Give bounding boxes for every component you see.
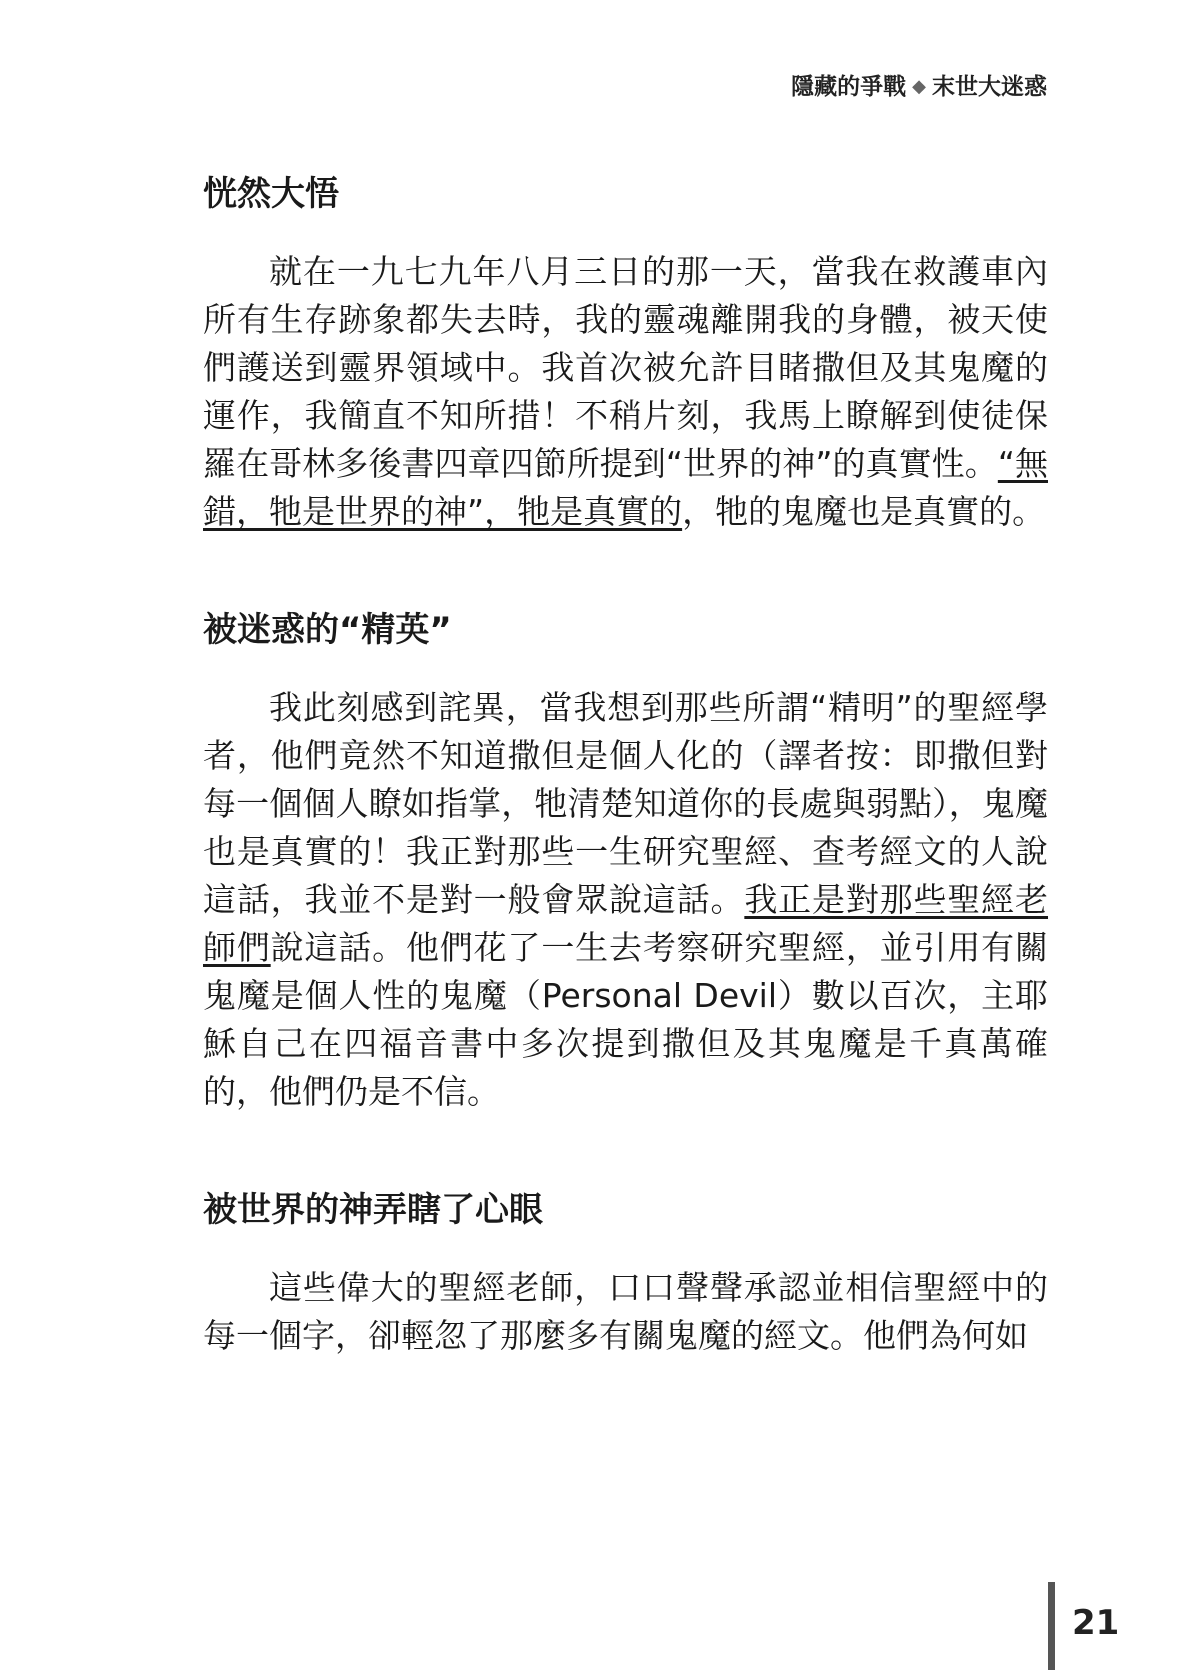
paragraph-text: 就在一九七九年八月三日的那一天，當我在救護車內所有生存跡象都失去時，我的靈魂離開我的身體，被天使們護送到靈界領域中。我首次被允許目睹撒但及其鬼魔的運作，我簡直不知所措！不稍片刻，我馬上瞭解到使徒保羅在哥林多後書四章四節所提到“世界的神”的真實性。 [203,252,1048,483]
underlined-text: “無錯，牠是世界的神”，牠是真實的 [203,444,1048,531]
diamond-separator-icon: ◆ [912,76,926,97]
paragraph-text: ，牠的鬼魔也是真實的。 [682,492,1046,531]
section-heading-1: 恍然大悟 [203,174,339,214]
section-paragraph-1 [203,248,1048,536]
section-paragraph-2 [203,684,1048,1116]
section-heading-3: 被世界的神弄瞎了心眼 [203,1190,543,1230]
page-number-rule [1048,1582,1055,1670]
paragraph-text: 這些偉大的聖經老師，口口聲聲承認並相信聖經中的每一個字，卻輕忽了那麼多有關鬼魔的經文。他們為何如 [203,1268,1048,1355]
section-paragraph-3 [203,1264,1048,1360]
underlined-text: 我正是對那些聖經老師們 [203,880,1049,967]
paragraph-text: 說這話。他們花了一生去考察研究聖經，並引用有關鬼魔是個人性的鬼魔（Personal Devil）數以百次，主耶穌自己在四福音書中多次提到撒但及其鬼魔是千真萬確的，他們仍是不信。 [203,928,1049,1111]
running-header [791,68,1047,101]
chapter-title: 末世大迷惑 [932,74,1047,100]
section-heading-2: 被迷惑的“精英” [203,610,452,650]
page-body [203,170,1048,1360]
page-number: 21 [1072,1603,1120,1643]
book-title: 隱藏的爭戰 [791,74,907,100]
paragraph-text: 我此刻感到詫異，當我想到那些所謂“精明”的聖經學者，他們竟然不知道撒但是個人化的（譯者按：即撒但對每一個個人瞭如指掌，牠清楚知道你的長處與弱點），鬼魔也是真實的！我正對那些一生研究聖經、查考經文的人說這話，我並不是對一般會眾說這話。 [203,688,1048,919]
